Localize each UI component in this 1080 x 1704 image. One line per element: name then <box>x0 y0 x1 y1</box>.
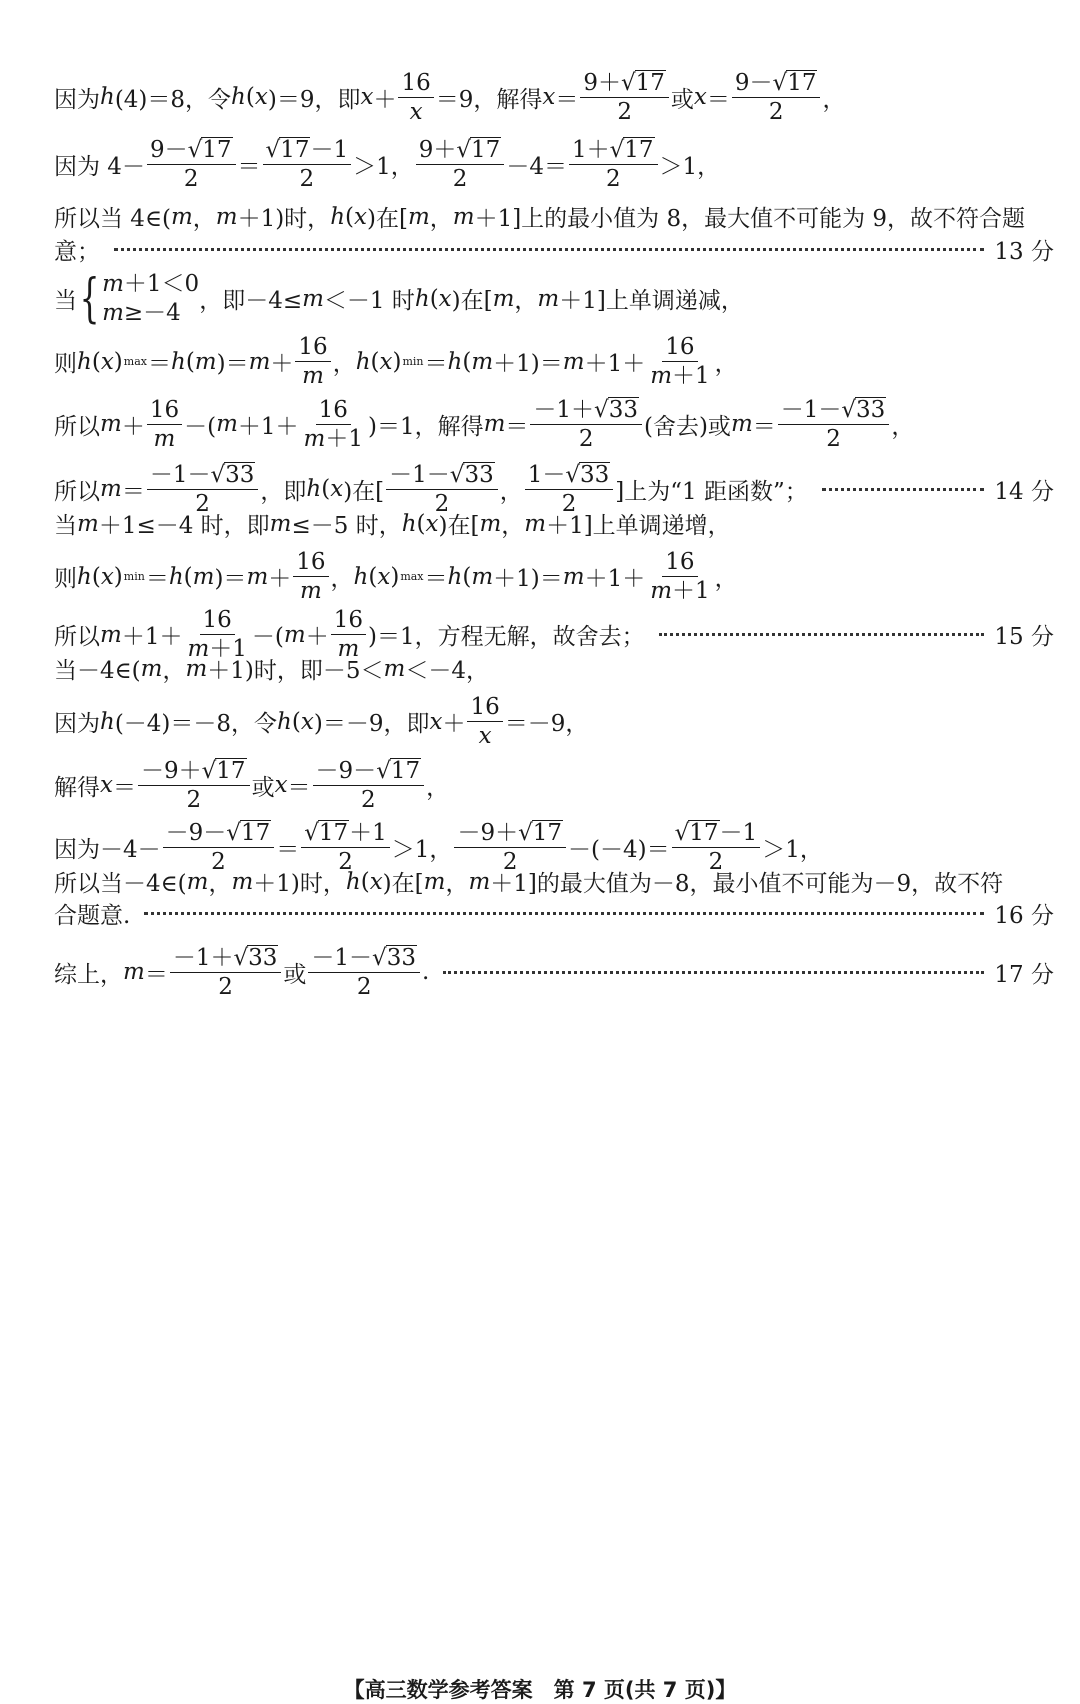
solution-line: 当 m ＋1≤－4 时，即 m ≤－5 时， h ( x )在[ m ， m ＋1]上单调递增， <box>54 510 731 539</box>
leader-dots <box>443 971 984 974</box>
score-mark: 16 分 <box>994 903 1054 929</box>
solution-line: 所以当－4∈( m ， m ＋1)时， h ( x )在[ m ， m ＋1]的最大值为－8，最小值不可能为－9，故不符 <box>54 868 1004 897</box>
solution-line: 则 h ( x ) min ＝ h ( m )＝ m ＋ $\frac{16}{m}$ ， h ( x ) max ＝ h ( m ＋1)＝ m ＋1＋ $\frac{16}{m+1}$ ， <box>54 549 738 605</box>
solution-line <box>54 897 1054 930</box>
score-mark: 13 分 <box>994 239 1054 265</box>
solution-line <box>54 233 1054 266</box>
solution-line: 则 h ( x ) max ＝ h ( m )＝ m ＋ $\frac{16}{m}$ ， h ( x ) min ＝ h ( m ＋1)＝ m ＋1＋ $\frac{16}{m+1}$ ， <box>54 334 738 390</box>
page-footer: 【高三数学参考答案 第 7 页(共 7 页)】 <box>343 1678 737 1702</box>
solution-line: 所以 m ＝ －1－√ 33 2 ，即 h ( x )在[ －1－√ 33 2 ， 1－√ 33 2 ]上为“1 距函数”； 14 分 <box>54 462 1054 518</box>
score-mark: 14 分 <box>994 478 1054 505</box>
solution-line: 所以当 4∈( m ， m ＋1)时， h ( x )在[ m ， m ＋1]上的最小值为 8，最大值不可能为 9，故不符合题 <box>54 203 1026 232</box>
solution-line: 当 { m＋1＜0 m≥－4 ，即－4≤ m ＜－1 时 h ( x )在[ m ， m ＋1]上单调递减， <box>54 268 744 329</box>
line-text: 意； <box>54 239 100 265</box>
solution-line: 因为 h (－4)＝－8，令 h ( x )＝－9，即 x ＋ $\frac{16}{x}$ ＝－9， <box>54 694 589 750</box>
line-text: 合题意. <box>54 903 131 929</box>
solution-line: 因为 4－ 9－√ 17 2 ＝ √ 17 －1 2 ＞1， 9＋√ 17 2 －4＝ 1＋√ 17 2 ＞1， <box>54 137 721 193</box>
leader-dots <box>144 912 984 915</box>
solution-line: 因为－4－ －9－√ 17 2 ＝ √ 17 ＋1 2 ＞1， －9＋√ 17 2 －(－4)＝ √ 17 －1 2 ＞1， <box>54 820 823 876</box>
score-mark: 15 分 <box>994 624 1054 651</box>
solution-line: 综上， m ＝ －1＋√ 33 2 或 －1－√ 33 2 . 17 分 <box>54 945 1054 1001</box>
solution-line: 解得 x ＝ －9＋√ 17 2 或 x ＝ －9－√ 17 2 ， <box>54 758 450 814</box>
solution-line: 因为 h (4)＝8，令 h ( x )＝9，即 x ＋ $\frac{16}{x}$ ＝9，解得 x ＝ 9＋√ 17 2 或 x ＝ 9－√ 17 2 ， <box>54 69 846 126</box>
leader-dots <box>822 488 985 491</box>
leader-dots <box>659 633 985 636</box>
score-mark: 17 分 <box>994 961 1054 988</box>
solution-line: 所以 m ＋1＋ $\frac{16}{m+1}$ －( m ＋ $\frac{16}{m}$ )＝1，方程无解，故舍去； 15 分 <box>54 607 1054 663</box>
leader-dots <box>114 248 984 251</box>
solution-line: 当－4∈( m ， m ＋1)时，即－5＜ m ＜－4， <box>54 655 489 684</box>
solution-line: 所以 m ＋ $\frac{16}{m}$ －( m ＋1＋ $\frac{16}{m+1}$ )＝1，解得 m ＝ －1＋√ 33 2 (舍去)或 m ＝ －1－√ 33 2 ， <box>54 396 915 453</box>
